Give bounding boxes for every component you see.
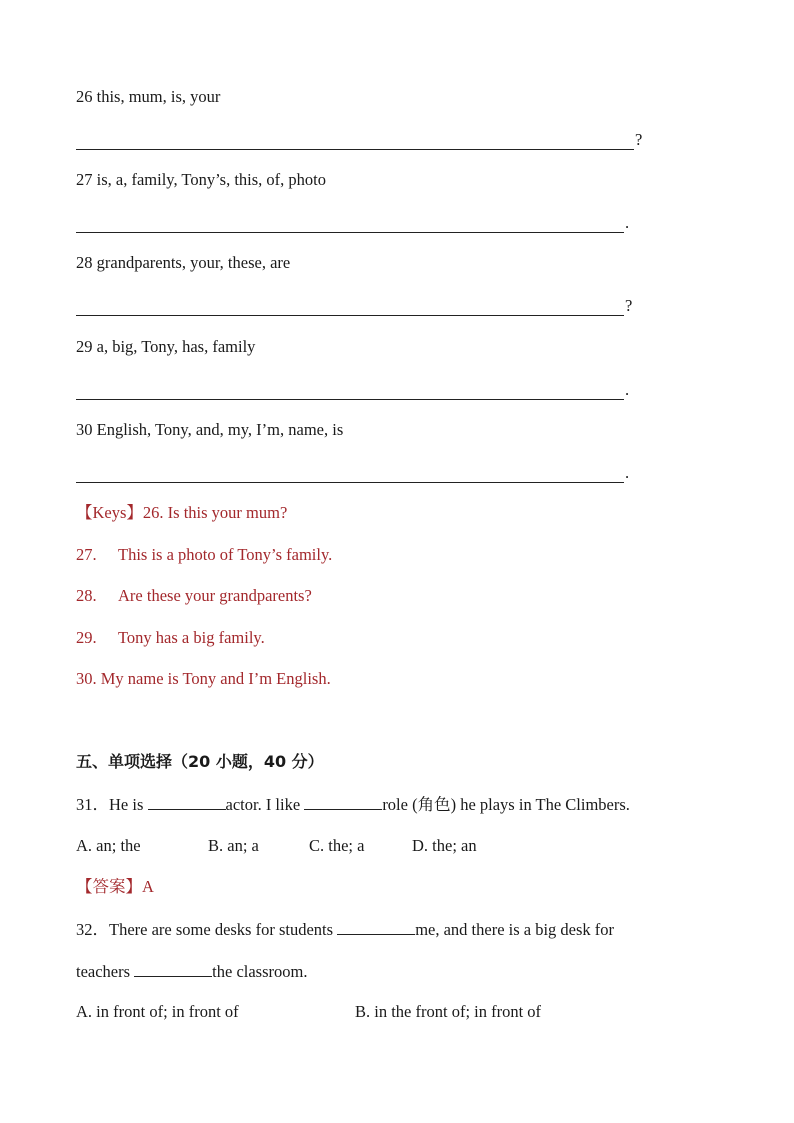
question-28-answer-line[interactable] <box>76 296 632 316</box>
question-27-punctuation: . <box>625 213 630 232</box>
question-31-option-a[interactable]: A. an; the <box>76 836 141 855</box>
question-31-option-b[interactable]: B. an; a <box>208 836 259 855</box>
question-30-prompt: 30 English, Tony, and, my, I’m, name, is <box>76 420 344 439</box>
key-27 <box>76 545 332 565</box>
key-29 <box>76 628 265 648</box>
question-32-text-1: There are some desks for students <box>109 920 338 939</box>
answer-label: 【答案】 <box>76 877 142 896</box>
question-32-text-2: me, and there is a big desk for <box>415 920 615 939</box>
question-29-prompt: 29 a, big, Tony, has, family <box>76 337 256 356</box>
answer-blank[interactable] <box>304 794 382 810</box>
question-27-answer-line[interactable] <box>76 213 629 233</box>
answer-blank[interactable] <box>76 214 624 233</box>
question-26-answer-line[interactable] <box>76 130 642 150</box>
key-29-number: 29. <box>76 628 97 647</box>
question-31-number: 31． <box>76 795 109 814</box>
question-31-text-2: actor. I like <box>225 795 305 814</box>
key-27-number: 27. <box>76 545 97 564</box>
question-26-punctuation: ? <box>635 130 643 149</box>
answer-blank[interactable] <box>76 381 624 400</box>
question-30-punctuation: . <box>625 463 630 482</box>
keys-label: 【Keys】 <box>76 503 143 522</box>
answer-value: A <box>142 877 154 896</box>
question-29-answer-line[interactable] <box>76 380 629 400</box>
question-32-option-a[interactable]: A. in front of; in front of <box>76 1002 239 1021</box>
question-32-text-3: teachers <box>76 962 135 981</box>
question-28-punctuation: ? <box>625 296 633 315</box>
question-32-continued <box>76 961 307 982</box>
question-31-answer <box>76 877 154 897</box>
question-31-text-1: He is <box>109 795 148 814</box>
question-28-prompt: 28 grandparents, your, these, are <box>76 253 291 272</box>
section-title: 五、单项选择（20 小题，40 分） <box>76 752 324 771</box>
question-32-number: 32． <box>76 920 109 939</box>
question-32-text-4: the classroom. <box>212 962 308 981</box>
question-32-option-b[interactable]: B. in the front of; in front of <box>355 1002 542 1021</box>
answer-blank[interactable] <box>76 464 624 483</box>
question-32 <box>76 919 614 940</box>
key-29-text: Tony has a big family. <box>118 628 265 647</box>
answer-blank[interactable] <box>337 919 415 935</box>
question-29-punctuation: . <box>625 380 630 399</box>
question-31-option-c[interactable]: C. the; a <box>309 836 365 855</box>
question-26-prompt: 26 this, mum, is, your <box>76 87 221 106</box>
answer-blank[interactable] <box>148 794 226 810</box>
question-31-text-3: role (角色) he plays in The Climbers. <box>382 795 630 814</box>
key-27-text: This is a photo of Tony’s family. <box>118 545 333 564</box>
key-30: 30. My name is Tony and I’m English. <box>76 669 331 688</box>
key-28 <box>76 586 312 606</box>
question-27-prompt: 27 is, a, family, Tony’s, this, of, photo <box>76 170 327 189</box>
answer-blank[interactable] <box>134 961 212 977</box>
keys-first <box>76 503 287 523</box>
key-28-number: 28. <box>76 586 97 605</box>
question-31 <box>76 794 630 815</box>
answer-blank[interactable] <box>76 131 634 150</box>
key-28-text: Are these your grandparents? <box>118 586 312 605</box>
answer-blank[interactable] <box>76 297 624 316</box>
key-26: 26. Is this your mum? <box>142 503 288 522</box>
question-31-option-d[interactable]: D. the; an <box>412 836 477 855</box>
question-30-answer-line[interactable] <box>76 463 629 483</box>
